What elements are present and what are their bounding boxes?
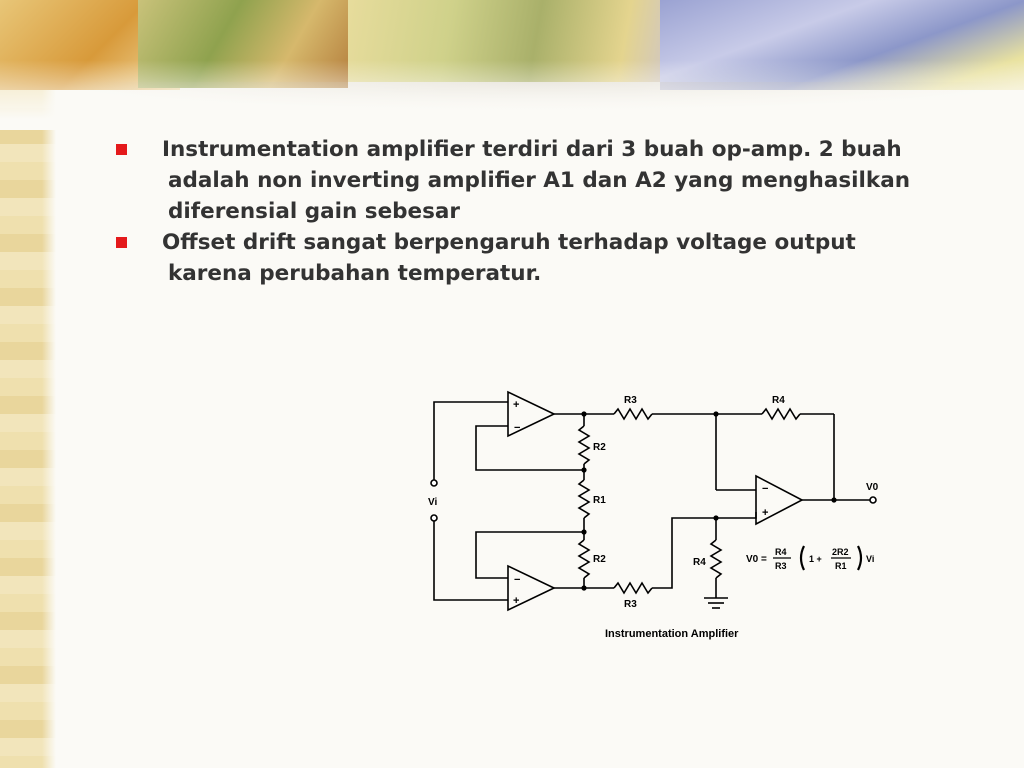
bullet-list	[110, 134, 990, 289]
label-r3-bottom: R3	[624, 599, 637, 610]
resistor-r4-ground	[711, 540, 721, 578]
opamp-plus-sign: +	[513, 399, 520, 411]
opamp-minus-sign: −	[514, 422, 521, 434]
label-vi: Vi	[428, 497, 438, 508]
instrumentation-amplifier-diagram	[416, 384, 896, 646]
resistor-r2-top	[579, 426, 589, 464]
resistor-r3-top	[614, 409, 652, 419]
label-r1: R1	[593, 495, 606, 506]
resistor-r3-bottom	[614, 583, 652, 593]
formula-frac2-den: R1	[835, 561, 847, 571]
opamp-plus-sign: +	[513, 595, 520, 607]
bullet-square-icon	[116, 144, 127, 155]
bullet-item-2	[110, 227, 990, 289]
bullet-item-1	[110, 134, 990, 227]
formula-vi: Vi	[866, 554, 875, 564]
bullet-line: karena perubahan temperatur.	[168, 261, 542, 286]
label-r4-side: R4	[693, 557, 706, 568]
label-r3-top: R3	[624, 395, 637, 406]
formula-one-plus: 1 +	[809, 554, 822, 564]
opamp-plus-sign: +	[762, 507, 769, 519]
opamp-minus-sign: −	[762, 483, 769, 495]
formula-frac2-num: 2R2	[832, 547, 849, 557]
formula-frac1-den: R3	[775, 561, 787, 571]
output-terminal	[870, 497, 876, 503]
bullet-line: Offset drift sangat berpengaruh terhadap voltage output	[162, 230, 856, 255]
input-terminal-bottom	[431, 515, 437, 521]
bullet-line: Instrumentation amplifier terdiri dari 3 buah op-amp. 2 buah	[162, 137, 902, 162]
decorative-banner	[0, 0, 1024, 130]
bullet-square-icon	[116, 237, 127, 248]
formula-lhs: V0 =	[746, 554, 767, 565]
label-r2-top: R2	[593, 442, 606, 453]
label-r4-top: R4	[772, 395, 785, 406]
bullet-line: adalah non inverting amplifier A1 dan A2 yang menghasilkan	[168, 168, 911, 193]
formula-frac1-num: R4	[775, 547, 787, 557]
resistor-r1	[579, 480, 589, 518]
diagram-caption: Instrumentation Amplifier	[605, 628, 739, 640]
bullet-line: diferensial gain sebesar	[168, 199, 461, 224]
label-vo: V0	[866, 482, 879, 493]
resistor-r4-top	[762, 409, 800, 419]
label-r2-bottom: R2	[593, 554, 606, 565]
resistor-r2-bottom	[579, 540, 589, 578]
input-terminal-top	[431, 480, 437, 486]
opamp-minus-sign: −	[514, 574, 521, 586]
